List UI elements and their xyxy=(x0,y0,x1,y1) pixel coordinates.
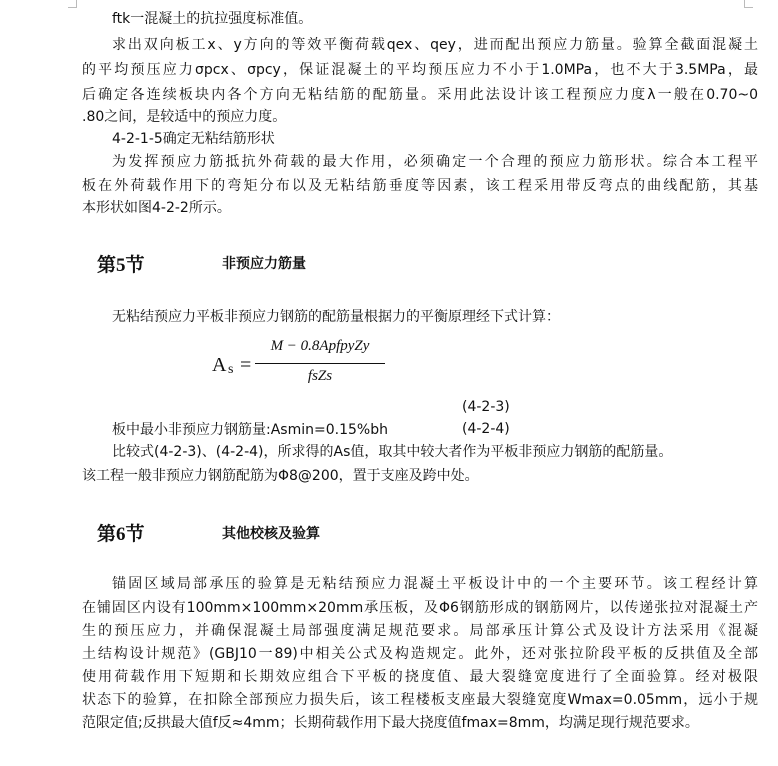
paragraph-line: 锚固区域局部承压的验算是无粘结预应力混凝土平板设计中的一个主要环节。该工程经计算 xyxy=(112,576,758,592)
section-6-number: 第6节 xyxy=(97,524,145,545)
section-5-number: 第5节 xyxy=(97,255,145,276)
paragraph-line: 后确定各连续板块内各个方向无粘结筋的配筋量。采用此法设计该工程预应力度λ一般在0.70~0 xyxy=(82,87,758,103)
formula-lhs: A xyxy=(212,354,227,376)
section-6-title: 其他校核及验算 xyxy=(222,526,320,542)
paragraph-line: 无粘结预应力平板非预应力钢筋的配筋量根据力的平衡原理经下式计算： xyxy=(112,309,560,325)
paragraph-line: 生的预压应力，并确保混凝土局部强度满足规范要求。局部承压计算公式及设计方法采用《混凝 xyxy=(82,623,758,639)
paragraph-line: 范限定值;反拱最大值f反≈4mm；长期荷载作用下最大挠度值fmax=8mm，均满足现行规范要求。 xyxy=(82,715,699,731)
formula-equals: = xyxy=(240,354,252,376)
equation-number: (4-2-3) xyxy=(462,399,510,415)
margin-corner-mark-right xyxy=(744,0,753,8)
paragraph-line: 使用荷载作用下短期和长期效应组合下平板的挠度值、最大裂缝宽度进行了全面验算。经对极限 xyxy=(82,669,758,685)
formula-denominator: fsZs xyxy=(307,368,333,384)
paragraph-line: 为发挥预应力筋抵抗外荷载的最大作用，必须确定一个合理的预应力筋形状。综合本工程平 xyxy=(112,154,758,170)
paragraph-line: 求出双向板工x、y方向的等效平衡荷载qex、qey，进而配出预应力筋量。验算全截面混凝土 xyxy=(112,37,758,53)
formula-numerator: M − 0.8ApfpyZy xyxy=(270,338,370,354)
paragraph-line: 该工程一般非预应力钢筋配筋为Φ8@200，置于支座及跨中处。 xyxy=(82,468,479,484)
section-5-title: 非预应力筋量 xyxy=(222,256,306,272)
paragraph-line: 比较式(4-2-3)、(4-2-4)，所求得的As值，取其中较大者作为平板非预应力钢筋的配筋量。 xyxy=(112,444,673,460)
subheading: 4-2-1-5确定无粘结筋形状 xyxy=(112,131,275,147)
paragraph-line: ftk一混凝土的抗拉强度标准值。 xyxy=(112,11,313,27)
equation-number: (4-2-4) xyxy=(462,421,510,437)
margin-corner-mark-left xyxy=(68,0,77,8)
paragraph-line: 板在外荷载作用下的弯矩分布以及无粘结筋垂度等因素，该工程采用带反弯点的曲线配筋，其基 xyxy=(82,178,758,194)
formula-lhs-sub: s xyxy=(228,362,234,377)
paragraph-line: 在铺固区内设有100mm×100mm×20mm承压板，及Φ6钢筋形成的钢筋网片，以传递张拉对混凝土产 xyxy=(82,600,758,616)
paragraph-line: 板中最小非预应力钢筋量:Asmin=0.15%bh xyxy=(112,422,388,438)
paragraph-line: 本形状如图4-2-2所示。 xyxy=(82,200,231,216)
paragraph-line: 的平均预压应力σpcx、σpcy，保证混凝土的平均预压应力不小于1.0MPa，也不大于3.5MPa，最 xyxy=(82,62,758,78)
paragraph-line: 土结构设计规范》(GBJ10一89)中相关公式及构造规定。此外，还对张拉阶段平板的反拱值及全部 xyxy=(82,646,758,662)
fraction-bar xyxy=(255,363,385,364)
paragraph-line: 状态下的验算，在扣除全部预应力损失后，该工程楼板支座最大裂缝宽度Wmax=0.05mm，远小于规 xyxy=(82,692,758,708)
paragraph-line: .80之间，是较适中的预应力度。 xyxy=(82,109,287,125)
